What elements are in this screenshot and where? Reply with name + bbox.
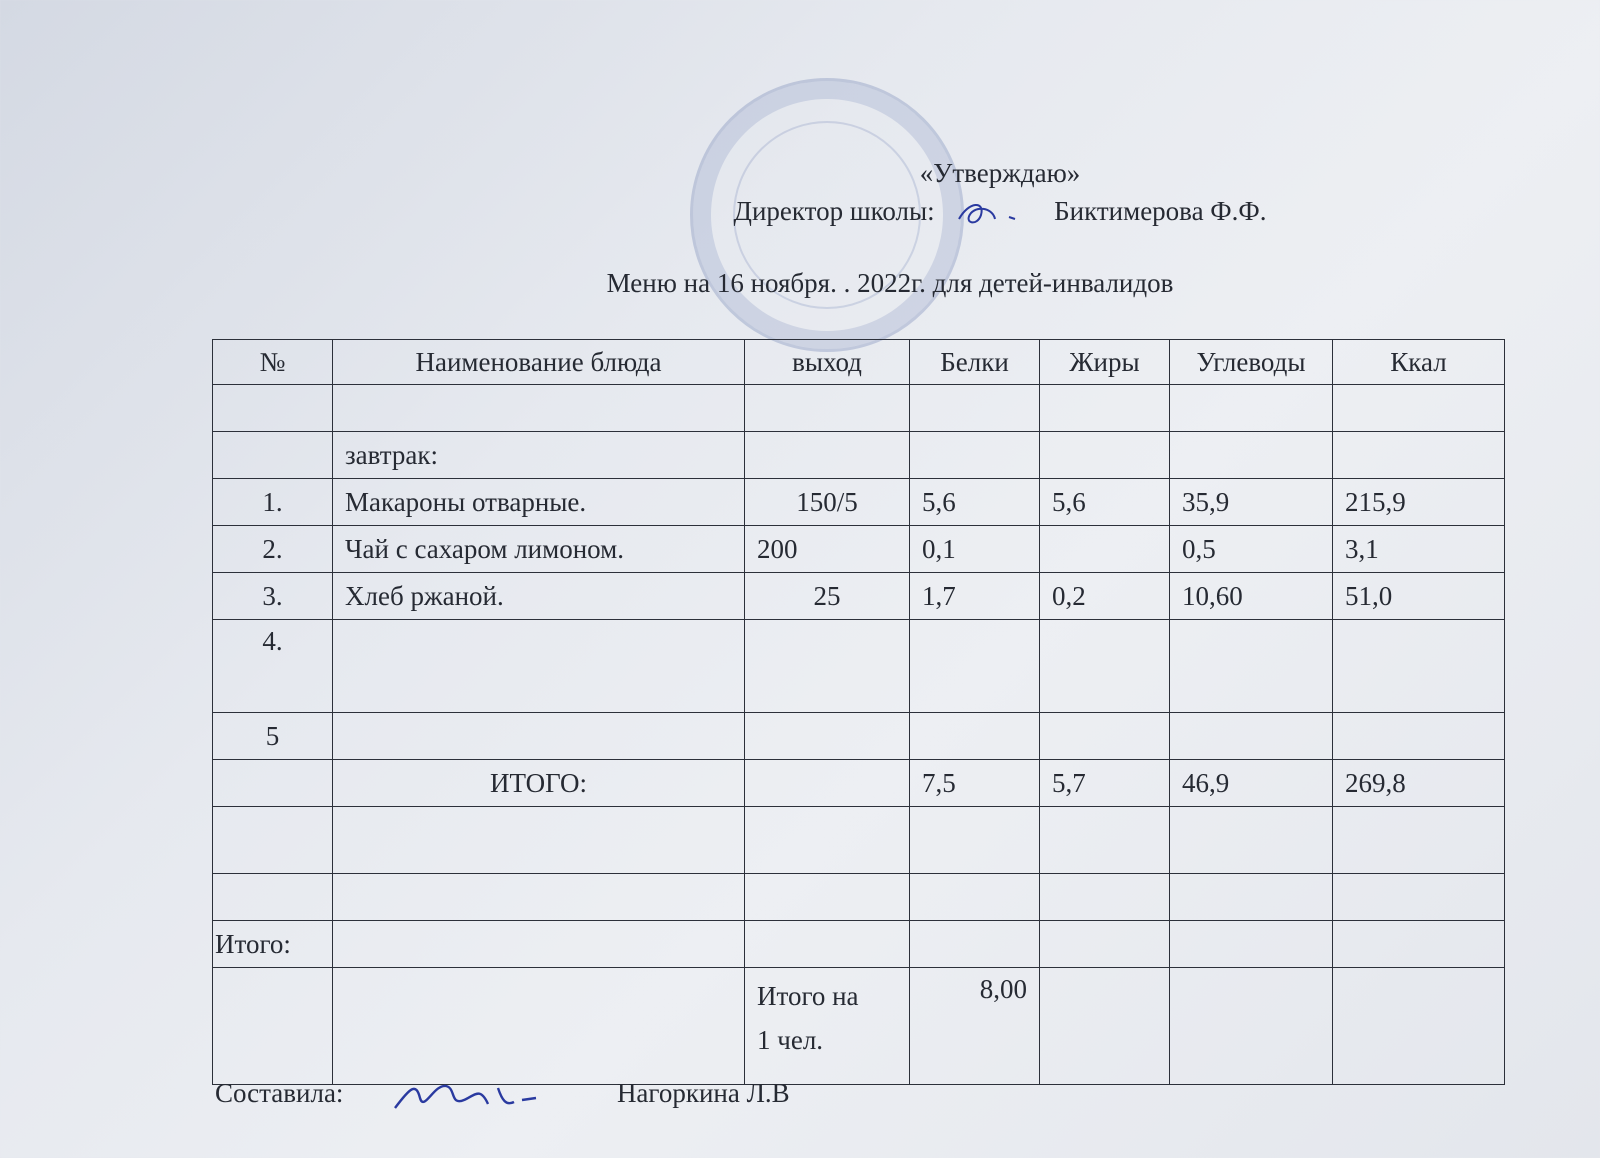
row-protein: 1,7 [910,573,1040,620]
row-number: 1. [213,479,333,526]
compiled-name: Нагоркина Л.В [616,1078,790,1109]
row-yield: 200 [745,526,910,573]
row-yield: 25 [745,573,910,620]
row-kcal: 51,0 [1333,573,1505,620]
table-row [213,573,1505,620]
director-label: Директор школы: [733,196,935,226]
row-kcal: 3,1 [1333,526,1505,573]
section-label: завтрак: [333,432,745,479]
table-row [213,620,1505,713]
row-carbs: 35,9 [1170,479,1333,526]
director-signature [949,199,1039,229]
director-line [200,196,1600,229]
row-fat: 0,2 [1040,573,1170,620]
subtotal-fat: 5,7 [1040,760,1170,807]
header-kcal: Ккал [1333,340,1505,385]
row-number: 2. [213,526,333,573]
row-fat: 5,6 [1040,479,1170,526]
approval-title: «Утверждаю» [919,158,1081,188]
subtotal-protein: 7,5 [910,760,1040,807]
row-number: 3. [213,573,333,620]
header-number: № [213,340,333,385]
table-row [213,526,1505,573]
row-fat [1040,526,1170,573]
row-dish-name: Макароны отварные. [333,479,745,526]
row-number: 4. [213,620,333,713]
empty-row [213,385,1505,432]
header-fat: Жиры [1040,340,1170,385]
row-carbs: 10,60 [1170,573,1333,620]
row-yield: 150/5 [745,479,910,526]
row-protein: 0,1 [910,526,1040,573]
compiled-label: Составила: [215,1078,344,1109]
subtotal-carbs: 46,9 [1170,760,1333,807]
row-kcal: 215,9 [1333,479,1505,526]
per-person-label: Итого на 1 чел. [745,968,910,1085]
subtotal-label: ИТОГО: [333,760,745,807]
row-carbs: 0,5 [1170,526,1333,573]
header-carbs: Углеводы [1170,340,1333,385]
header-dish-name: Наименование блюда [333,340,745,385]
row-dish-name: Чай с сахаром лимоном. [333,526,745,573]
empty-row [213,807,1505,874]
row-protein: 5,6 [910,479,1040,526]
table-header-row [213,340,1505,385]
table-row [213,479,1505,526]
section-row [213,432,1505,479]
director-name: Биктимерова Ф.Ф. [1054,196,1267,226]
menu-table [212,339,1505,1085]
compiler-signature [390,1078,540,1114]
subtotal-kcal: 269,8 [1333,760,1505,807]
per-person-value: 8,00 [910,968,1040,1085]
header-protein: Белки [910,340,1040,385]
table-row [213,713,1505,760]
row-number: 5 [213,713,333,760]
empty-row [213,874,1505,921]
total-row [213,921,1505,968]
subtotal-row [213,760,1505,807]
menu-title: Меню на 16 ноября. . 2022г. для детей-инвалидов [606,268,1174,298]
header-yield: выход [745,340,910,385]
footer-compiled [215,1078,1415,1114]
row-dish-name: Хлеб ржаной. [333,573,745,620]
per-person-row [213,968,1505,1085]
total-label: Итого: [213,921,333,968]
